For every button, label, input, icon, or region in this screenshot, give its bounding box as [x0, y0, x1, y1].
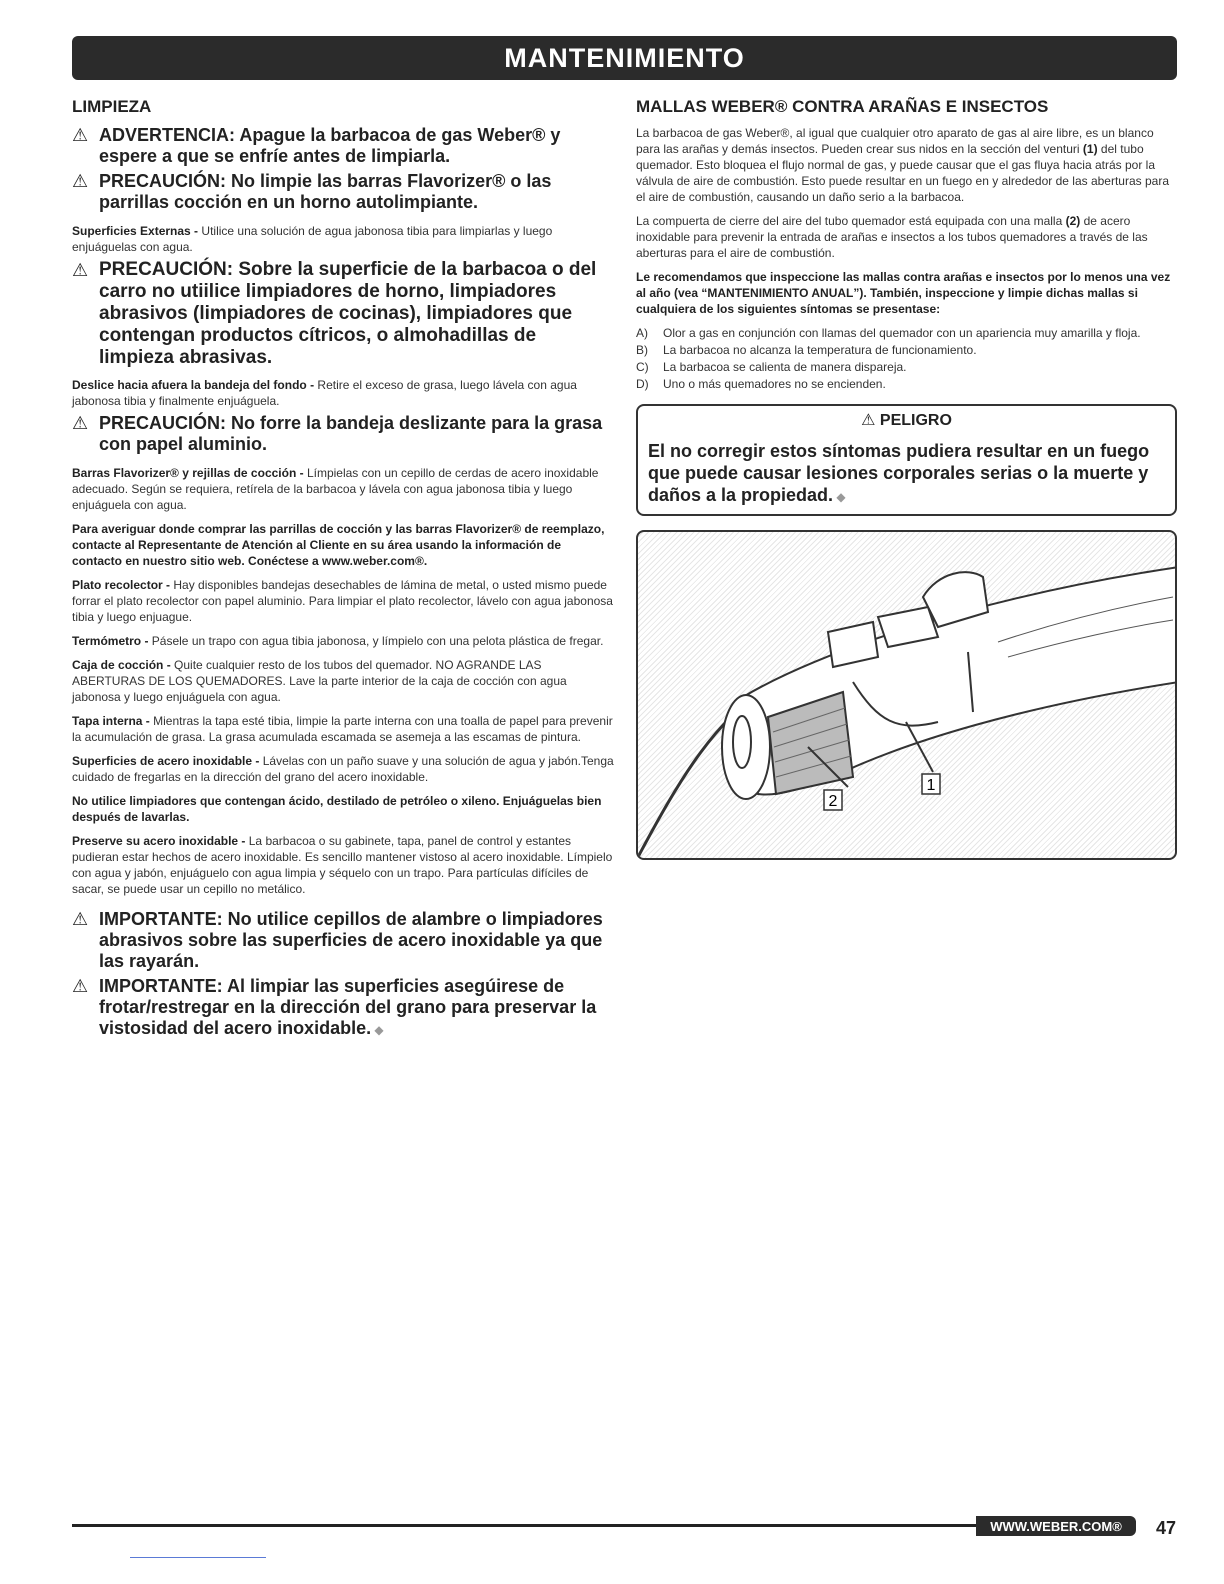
danger-heading: ⚠ PELIGRO [861, 412, 952, 429]
warning-icon: ⚠ [861, 412, 876, 429]
warning-importante-grano: ⚠ IMPORTANTE: Al limpiar las superficies asegúirese de frotar/restregar en la dirección del grano para preservar la vistosidad del acero inoxidable. ◆ [72, 976, 597, 1038]
warning-icon: ⚠ [72, 125, 89, 145]
end-mark-icon: ◆ [833, 490, 846, 504]
tube-opening [722, 695, 770, 799]
section-heading-mallas: MALLAS WEBER® CONTRA ARAÑAS E INSECTOS [636, 97, 1049, 116]
paragraph-barras-flavorizer: Barras Flavorizer® y rejillas de cocción - Límpielas con un cepillo de cerdas de acero inoxidable adecuado. Según se requiera, retírela de la barbacoa y lávela con agua jabonosa tibia y luego enjuáguela con agua. [72, 466, 599, 512]
page-number: 47 [1156, 1518, 1177, 1538]
warning-importante-cepillos: ⚠ IMPORTANTE: No utilice cepillos de alambre o limpiadores abrasivos sobre las superficies de acero inoxidable ya que las rayarán. [72, 909, 603, 971]
right-column [636, 95, 1177, 860]
burner-tube-illustration [636, 530, 1177, 860]
callout-2-label: 2 [828, 793, 838, 810]
warning-icon: ⚠ [72, 260, 89, 280]
list-item: D) Uno o más quemadores no se encienden. [636, 377, 886, 391]
list-item: A) Olor a gas en conjunción con llamas del quemador con un apariencia muy amarilla y floja. [636, 326, 1141, 340]
paragraph-acero-inoxidable: Superficies de acero inoxidable - Lávelas con un paño suave y una solución de agua y jabón.Tenga cuidado de fregarlas en la dirección del grano del acero inoxidable. [72, 754, 614, 784]
danger-text: El no corregir estos síntomas pudiera resultar en un fuego que puede causar lesiones corporales serias o la muerte y daños a la propiedad. ◆ [648, 441, 1150, 505]
paragraph-no-acido: No utilice limpiadores que contengan ácido, destilado de petróleo o xileno. Enjuáguelas bien después de lavarlas. [72, 794, 602, 824]
section-banner [72, 36, 1177, 80]
paragraph-bandeja: Deslice hacia afuera la bandeja del fondo - Retire el exceso de grasa, luego lávela con agua jabonosa tibia y finalmente enjuáguela. [72, 378, 577, 408]
list-item: B) La barbacoa no alcanza la temperatura de funcionamiento. [636, 343, 977, 357]
footnote-rule [130, 1557, 266, 1558]
end-mark-icon: ◆ [371, 1023, 384, 1037]
warning-icon: ⚠ [72, 171, 89, 191]
paragraph-tapa-interna: Tapa interna - Mientras la tapa esté tibia, limpie la parte interna con una toalla de papel para prevenir la acumulación de grasa. La grasa acumulada escamada se asemeja a las escamas de pintura. [72, 714, 613, 744]
warning-icon: ⚠ [72, 909, 89, 929]
warning-icon: ⚠ [72, 976, 89, 996]
warning-advertencia: ⚠ ADVERTENCIA: Apague la barbacoa de gas Weber® y espere a que se enfríe antes de limpiarla. [72, 125, 561, 166]
warning-precaucion-limpiadores: ⚠ PRECAUCIÓN: Sobre la superficie de la barbacoa o del carro no utiilice limpiadores de horno, limpiadores abrasivos (limpiadores de cocinas), limpiadores que contengan productos cítricos, o almohadillas de limpieza abrasivas. [72, 259, 597, 368]
symptom-list [636, 325, 1177, 392]
page-title: MANTENIMIENTO [498, 43, 751, 74]
paragraph-compuerta: La compuerta de cierre del aire del tubo quemador está equipada con una malla (2) de acero inoxidable para prevenir la entrada de arañas e insectos a los tubos quemadores a través de las aberturas para el aire de combustión. [636, 214, 1148, 260]
list-item: C) La barbacoa se calienta de manera dispareja. [636, 360, 907, 374]
warning-precaucion-aluminio: ⚠ PRECAUCIÓN: No forre la bandeja deslizante para la grasa con papel aluminio. [72, 413, 603, 454]
paragraph-averiguar: Para averiguar donde comprar las parrillas de cocción y las barras Flavorizer® de reemplazo, contacte al Representante de Atención al Cliente en su área usando la información de contacto en nuestro sitio web. Conéctese a www.weber.com®. [72, 522, 605, 568]
footer-url: WWW.WEBER.COM® [976, 1516, 1136, 1536]
warning-precaucion-horno: ⚠ PRECAUCIÓN: No limpie las barras Flavorizer® o las parrillas cocción en un horno autolimpiante. [72, 171, 552, 212]
paragraph-termometro: Termómetro - Pásele un trapo con agua tibia jabonosa, y límpielo con una pelota plástica de fregar. [72, 634, 604, 648]
paragraph-superficies-externas: Superficies Externas - Utilice una solución de agua jabonosa tibia para limpiarlas y luego enjuáguelas con agua. [72, 224, 553, 254]
paragraph-preserve: Preserve su acero inoxidable - La barbacoa o su gabinete, tapa, panel de control y estantes pudieran estar hechos de acero inoxidable. Es sencillo mantener vistoso al acero inoxidable. Límpielo con agua y jabón, enjuáguelo con agua limpia y séquelo con un trapo. Para partículas difíciles de sacar, se puede usar un cepillo no metálico. [72, 834, 613, 896]
paragraph-recomendamos: Le recomendamos que inspeccione las mallas contra arañas e insectos por lo menos una vez al año (vea “MANTENIMIENTO ANUAL”). También, inspeccione y limpie dichas mallas si cualquiera de los siguientes síntomas se presentase: [636, 270, 1171, 316]
paragraph-mallas-intro: La barbacoa de gas Weber®, al igual que cualquier otro aparato de gas al aire libre, es un blanco para las arañas y demás insectos. Pueden crear sus nidos en la sección del venturi (1) del tubo quemador. Esto bloquea el flujo normal de gas, y puede causar que el gas fluya hacia atrás por la válvula de aire de combustión. Esto puede resultar en un fuego en y alrededor de las aberturas para el aire de combustión, causando un daño serio a la barbacoa. [636, 126, 1170, 204]
footer-rule [72, 1524, 1132, 1527]
danger-box [636, 404, 1177, 516]
paragraph-caja-coccion: Caja de cocción - Quite cualquier resto de los tubos del quemador. NO AGRANDE LAS ABERTURAS DE LOS QUEMADORES. Lave la parte interior de la caja de cocción con agua jabonosa y luego enjuáguela con agua. [72, 658, 567, 704]
callout-1-label: 1 [926, 777, 936, 794]
paragraph-plato-recolector: Plato recolector - Hay disponibles bandejas desechables de lámina de metal, o usted mismo puede forrar el plato recolector con papel aluminio. Para limpiar el plato recolector, lávelo con agua jabonosa tibia y luego enjuague. [72, 578, 613, 624]
burner-tube-drawing [638, 532, 1177, 860]
warning-icon: ⚠ [72, 413, 89, 433]
left-column [72, 95, 614, 1045]
section-heading-limpieza: LIMPIEZA [72, 97, 152, 116]
